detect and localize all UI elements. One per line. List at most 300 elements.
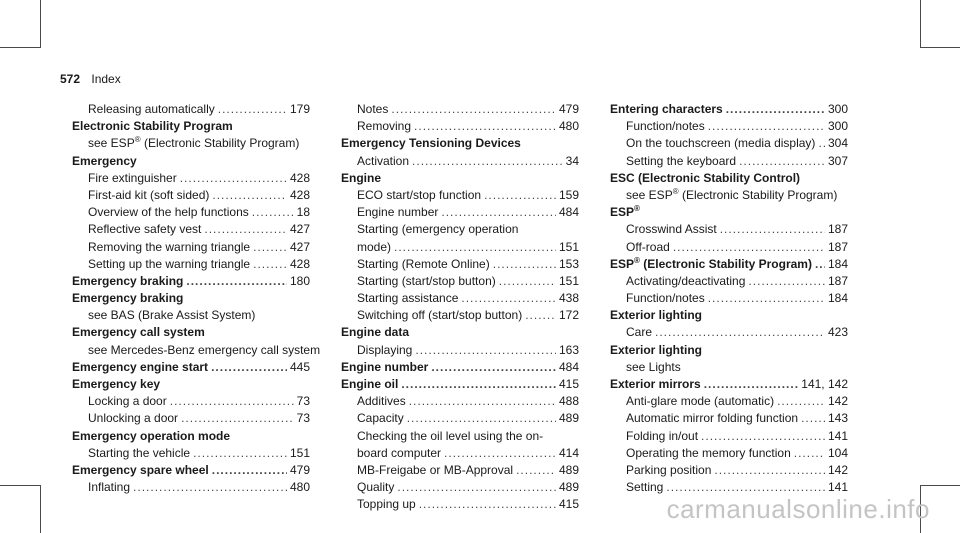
index-subentry [341, 221, 579, 238]
page-reference[interactable]: 153 [558, 256, 579, 271]
entry-text: Emergency engine start [72, 359, 209, 374]
dot-leader [253, 239, 287, 256]
page-reference[interactable]: 300 [827, 102, 848, 116]
entry-text: Additives [357, 394, 406, 409]
index-subentry[interactable] [72, 221, 310, 238]
index-subentry[interactable] [610, 428, 848, 445]
entry-text: Electronic Stability Program [72, 119, 233, 134]
entry-label [626, 290, 705, 307]
index-heading [610, 170, 848, 187]
page-reference[interactable]: 438 [558, 291, 579, 306]
dot-leader [794, 445, 825, 462]
entry-label [357, 101, 388, 118]
dot-leader [407, 410, 556, 427]
entry-label [610, 307, 702, 324]
page-reference[interactable]: 415 [558, 377, 579, 391]
index-heading[interactable] [72, 273, 310, 290]
index-heading[interactable] [341, 359, 579, 376]
page-reference[interactable]: 151 [558, 273, 579, 288]
index-subentry[interactable] [341, 462, 579, 479]
entry-text: Off-road [626, 239, 670, 254]
entry-label [626, 479, 663, 496]
entry-text: see ESP [88, 136, 135, 151]
page-reference[interactable]: 180 [289, 273, 310, 288]
entry-label [88, 393, 167, 410]
entry-text-suffix: (Electronic Stability Program) [140, 136, 300, 151]
page-reference[interactable]: 488 [558, 394, 579, 409]
index-column-1 [72, 101, 321, 496]
entry-label [610, 204, 640, 221]
dot-leader [748, 273, 825, 290]
page-reference[interactable]: 141, 142 [801, 377, 848, 391]
entry-label [88, 256, 250, 273]
entry-text: Emergency Tensioning Devices [341, 136, 521, 151]
index-subentry[interactable] [72, 239, 310, 256]
entry-text: Notes [357, 102, 389, 116]
index-subentry[interactable] [341, 479, 579, 496]
page-reference[interactable]: 34 [565, 153, 579, 168]
registered-mark: ® [134, 135, 141, 145]
page-reference[interactable]: 73 [296, 394, 310, 409]
entry-label [341, 359, 428, 376]
dot-leader [397, 479, 556, 496]
index-subentry[interactable] [610, 445, 848, 462]
page-reference[interactable]: 159 [558, 187, 579, 202]
entry-text: Function/notes [626, 291, 705, 306]
page-reference[interactable]: 414 [558, 445, 579, 460]
page-reference[interactable]: 172 [558, 308, 579, 323]
dot-leader [431, 359, 556, 376]
entry-label [357, 462, 513, 479]
page-reference[interactable]: 142 [827, 462, 848, 477]
entry-text: Entering characters [610, 102, 723, 116]
entry-text: Engine number [341, 359, 429, 374]
page-reference[interactable]: 428 [289, 256, 310, 271]
dot-leader [701, 428, 825, 445]
page-reference[interactable]: 489 [558, 462, 579, 477]
index-subentry[interactable] [72, 479, 310, 496]
index-subentry[interactable] [610, 221, 848, 238]
index-subentry[interactable] [610, 273, 848, 290]
entry-label [357, 410, 404, 427]
dot-leader [714, 462, 825, 479]
page-number: 572 [60, 72, 81, 86]
entry-label [610, 376, 701, 393]
page-reference[interactable]: 484 [558, 205, 579, 220]
entry-text: ECO start/stop function [357, 187, 482, 202]
dot-leader [212, 187, 287, 204]
entry-label [357, 118, 411, 135]
entry-label [357, 445, 441, 462]
dot-leader [212, 462, 287, 479]
index-heading[interactable] [341, 376, 579, 393]
crop-mark [920, 0, 921, 48]
dot-leader [253, 256, 287, 273]
index-subentry [72, 307, 310, 324]
index-heading [610, 342, 848, 359]
dot-leader [180, 170, 287, 187]
entry-label [626, 221, 717, 238]
index-heading [72, 428, 310, 445]
entry-label [610, 101, 723, 118]
entry-text: Operating the memory function [626, 445, 791, 460]
entry-text: Engine data [341, 325, 410, 340]
index-subentry[interactable] [341, 118, 579, 135]
entry-text: see ESP [626, 187, 673, 202]
page-reference[interactable]: 143 [827, 411, 848, 426]
entry-text: Checking the oil level using the on- [357, 428, 544, 443]
entry-text: Setting up the warning triangle [88, 256, 251, 271]
page-reference[interactable]: 141 [827, 480, 848, 495]
dot-leader [412, 153, 563, 170]
entry-label [88, 135, 299, 152]
entry-label [626, 239, 670, 256]
index-subentry[interactable] [72, 410, 310, 427]
entry-text: Exterior lighting [610, 308, 703, 323]
page-reference[interactable]: 480 [289, 480, 310, 495]
page-reference[interactable]: 184 [827, 256, 848, 271]
entry-text: Emergency spare wheel [72, 462, 209, 477]
index-subentry[interactable] [72, 393, 310, 410]
entry-text: Starting assistance [357, 291, 459, 306]
entry-label [72, 359, 208, 376]
index-subentry[interactable] [610, 324, 848, 341]
page-reference[interactable]: 187 [827, 222, 848, 237]
entry-text: Emergency [72, 153, 137, 168]
index-subentry[interactable] [341, 187, 579, 204]
page-reference[interactable]: 479 [558, 102, 579, 116]
page-reference[interactable]: 415 [558, 497, 579, 512]
entry-text: board computer [357, 445, 442, 460]
index-subentry[interactable] [610, 410, 848, 427]
index-subentry[interactable] [72, 101, 310, 118]
entry-label [357, 496, 416, 513]
dot-leader [444, 445, 556, 462]
entry-text: Exterior lighting [610, 342, 703, 357]
entry-label [626, 153, 736, 170]
entry-label [626, 187, 837, 204]
entry-label [72, 324, 205, 341]
index-subentry[interactable] [341, 307, 579, 324]
watermark-logo: carmanualsonline.info [666, 494, 930, 524]
page-reference[interactable]: 484 [558, 359, 579, 374]
entry-text: Starting the vehicle [88, 445, 191, 460]
entry-label [357, 290, 458, 307]
dot-leader [516, 462, 556, 479]
page-reference[interactable]: 73 [296, 411, 310, 426]
index-subentry[interactable] [341, 273, 579, 290]
index-subentry[interactable] [610, 135, 848, 152]
entry-label [357, 307, 522, 324]
page-reference[interactable]: 479 [289, 462, 310, 477]
index-heading [72, 376, 310, 393]
entry-text-suffix: (Electronic Stability Program) [639, 256, 812, 271]
entry-label [610, 342, 702, 359]
entry-text: On the touchscreen (media display) [626, 136, 816, 151]
entry-label [357, 393, 406, 410]
entry-text: Setting [626, 480, 664, 495]
entry-text: ESP [610, 256, 635, 271]
entry-label [626, 462, 711, 479]
index-subentry [72, 135, 310, 152]
entry-text: Emergency braking [72, 291, 184, 306]
entry-label [626, 445, 791, 462]
entry-label [72, 118, 233, 135]
entry-text: Engine oil [341, 377, 399, 391]
page-reference[interactable]: 163 [558, 342, 579, 357]
dot-leader [391, 101, 556, 118]
index-subentry[interactable] [610, 462, 848, 479]
page-reference[interactable]: 427 [289, 222, 310, 237]
entry-label [88, 445, 190, 462]
entry-text: Reflective safety vest [88, 222, 202, 237]
entry-text: Anti-glare mode (automatic) [626, 394, 775, 409]
crop-mark [0, 485, 40, 486]
entry-text: Fire extinguisher [88, 170, 177, 185]
dot-leader [186, 273, 287, 290]
entry-label [357, 273, 496, 290]
entry-label [357, 428, 543, 445]
entry-text: Overview of the help functions [88, 205, 249, 220]
index-heading [72, 118, 310, 135]
page-reference[interactable]: 151 [289, 445, 310, 460]
entry-text: Removing [357, 119, 412, 134]
entry-text: Emergency operation mode [72, 428, 231, 443]
index-subentry[interactable] [72, 170, 310, 187]
entry-text: mode) [357, 239, 392, 254]
index-subentry[interactable] [72, 204, 310, 221]
page-reference[interactable]: 489 [558, 411, 579, 426]
index-subentry[interactable] [341, 410, 579, 427]
dot-leader [777, 393, 825, 410]
entry-text: Automatic mirror folding function [626, 411, 799, 426]
entry-label [72, 290, 183, 307]
entry-text: Topping up [357, 497, 416, 512]
entry-text: Displaying [357, 342, 413, 357]
index-subentry[interactable] [610, 118, 848, 135]
entry-text: Folding in/out [626, 428, 699, 443]
index-heading [610, 307, 848, 324]
dot-leader [704, 376, 799, 393]
entry-label [72, 273, 183, 290]
entry-text: Starting (emergency operation [357, 222, 519, 237]
entry-label [626, 428, 698, 445]
entry-text: Activation [357, 153, 410, 168]
entry-label [357, 153, 409, 170]
page-reference[interactable]: 427 [289, 239, 310, 254]
section-title: Index [91, 72, 121, 86]
page-reference[interactable]: 428 [289, 187, 310, 202]
index-subentry [610, 359, 848, 376]
index-subentry[interactable] [341, 496, 579, 513]
entry-text: see BAS (Brake Assist System) [88, 308, 256, 323]
entry-text: Parking position [626, 462, 712, 477]
index-heading [72, 324, 310, 341]
dot-leader [655, 324, 825, 341]
entry-label [72, 428, 230, 445]
entry-text: MB-Freigabe or MB-Approval [357, 462, 514, 477]
dot-leader [441, 204, 556, 221]
entry-label [626, 410, 798, 427]
entry-text: Locking a door [88, 394, 167, 409]
index-subentry[interactable] [72, 445, 310, 462]
entry-text: Starting (start/stop button) [357, 273, 496, 288]
index-heading [341, 170, 579, 187]
index-subentry[interactable] [610, 393, 848, 410]
entry-text: see Lights [626, 359, 681, 374]
page-reference[interactable]: 428 [289, 170, 310, 185]
page-reference[interactable]: 187 [827, 239, 848, 254]
entry-text: Crosswind Assist [626, 222, 717, 237]
dot-leader [499, 273, 556, 290]
entry-label [88, 307, 255, 324]
entry-text: Engine number [357, 205, 439, 220]
dot-leader [415, 342, 556, 359]
page-reference[interactable]: 307 [827, 153, 848, 168]
entry-text: Releasing automatically [88, 102, 215, 116]
page-reference[interactable]: 142 [827, 394, 848, 409]
index-subentry[interactable] [341, 101, 579, 118]
dot-leader [673, 239, 825, 256]
entry-label [626, 118, 705, 135]
entry-label [626, 273, 745, 290]
entry-label [626, 359, 681, 376]
registered-mark: ® [634, 255, 640, 265]
entry-label [72, 153, 137, 170]
entry-text: Starting (Remote Online) [357, 256, 490, 271]
dot-leader [525, 307, 556, 324]
index-subentry[interactable] [341, 256, 579, 273]
page-reference[interactable]: 18 [296, 205, 310, 220]
dot-leader [708, 290, 825, 307]
entry-label [626, 135, 815, 152]
entry-label [626, 324, 652, 341]
index-subentry[interactable] [341, 239, 579, 256]
dot-leader [218, 101, 287, 118]
dot-leader [170, 393, 294, 410]
index-subentry[interactable] [610, 290, 848, 307]
page-reference[interactable]: 423 [827, 325, 848, 340]
registered-mark: ® [672, 186, 679, 196]
crop-mark [920, 485, 960, 486]
index-heading [341, 324, 579, 341]
dot-leader [414, 118, 556, 135]
dot-leader [815, 256, 825, 273]
entry-text: Setting the keyboard [626, 153, 737, 168]
entry-label [357, 187, 481, 204]
index-heading [72, 290, 310, 307]
entry-text: Care [626, 325, 653, 340]
dot-leader [801, 410, 825, 427]
entry-label [357, 479, 394, 496]
entry-text: Function/notes [626, 119, 705, 134]
index-subentry[interactable] [341, 445, 579, 462]
entry-label [88, 221, 201, 238]
dot-leader [726, 101, 825, 118]
crop-mark [920, 47, 960, 48]
index-subentry[interactable] [341, 290, 579, 307]
page-reference[interactable]: 304 [827, 136, 848, 151]
entry-label [357, 204, 438, 221]
index-subentry[interactable] [72, 256, 310, 273]
index-heading [72, 153, 310, 170]
index-subentry[interactable] [341, 342, 579, 359]
entry-text: see Mercedes-Benz emergency call system [88, 342, 321, 357]
index-subentry [610, 187, 848, 204]
index-subentry[interactable] [72, 187, 310, 204]
entry-label [341, 324, 409, 341]
entry-text: ESP [610, 205, 635, 220]
crop-mark [40, 0, 41, 48]
entry-label [88, 187, 209, 204]
entry-label [72, 462, 209, 479]
page-reference[interactable]: 480 [558, 119, 579, 134]
dot-leader [181, 410, 294, 427]
index-subentry[interactable] [341, 153, 579, 170]
index-heading[interactable] [72, 462, 310, 479]
entry-label [341, 376, 398, 393]
entry-text: Emergency braking [72, 273, 184, 288]
dot-leader [409, 393, 556, 410]
entry-text: ESC (Electronic Stability Control) [610, 170, 801, 185]
entry-text: Unlocking a door [88, 411, 179, 426]
entry-label [88, 239, 250, 256]
page-reference[interactable]: 445 [289, 359, 310, 374]
page-reference[interactable]: 151 [558, 239, 579, 254]
index-subentry [72, 342, 321, 359]
dot-leader [493, 256, 556, 273]
entry-label [357, 256, 490, 273]
dot-leader [720, 221, 825, 238]
page-reference[interactable]: 300 [827, 119, 848, 134]
index-heading[interactable] [610, 101, 848, 118]
dot-leader [419, 496, 556, 513]
page-reference[interactable]: 104 [827, 445, 848, 460]
dot-leader [484, 187, 556, 204]
entry-text: Emergency key [72, 377, 161, 391]
dot-leader [401, 376, 556, 393]
index-heading[interactable] [610, 256, 848, 273]
index-subentry [341, 428, 579, 445]
index-subentry[interactable] [341, 204, 579, 221]
dot-leader [211, 359, 287, 376]
page-reference[interactable]: 187 [827, 273, 848, 288]
page-reference[interactable]: 184 [827, 291, 848, 306]
dot-leader [133, 479, 287, 496]
index-heading[interactable] [72, 359, 310, 376]
entry-label [88, 101, 215, 118]
entry-label [88, 342, 320, 359]
entry-text: Switching off (start/stop button) [357, 308, 523, 323]
dot-leader [252, 204, 294, 221]
entry-label [626, 393, 774, 410]
index-subentry[interactable] [610, 153, 848, 170]
page-reference[interactable]: 489 [558, 480, 579, 495]
index-subentry[interactable] [610, 239, 848, 256]
entry-text: Emergency call system [72, 325, 205, 340]
index-column-2 [341, 101, 579, 514]
index-heading[interactable] [610, 376, 848, 393]
page-reference[interactable]: 179 [289, 102, 310, 116]
dot-leader [818, 135, 825, 152]
index-subentry[interactable] [341, 393, 579, 410]
entry-text: First-aid kit (soft sided) [88, 187, 210, 202]
dot-leader [461, 290, 556, 307]
entry-label [88, 479, 130, 496]
page-reference[interactable]: 141 [827, 428, 848, 443]
entry-label [88, 204, 249, 221]
page-header [60, 72, 121, 86]
